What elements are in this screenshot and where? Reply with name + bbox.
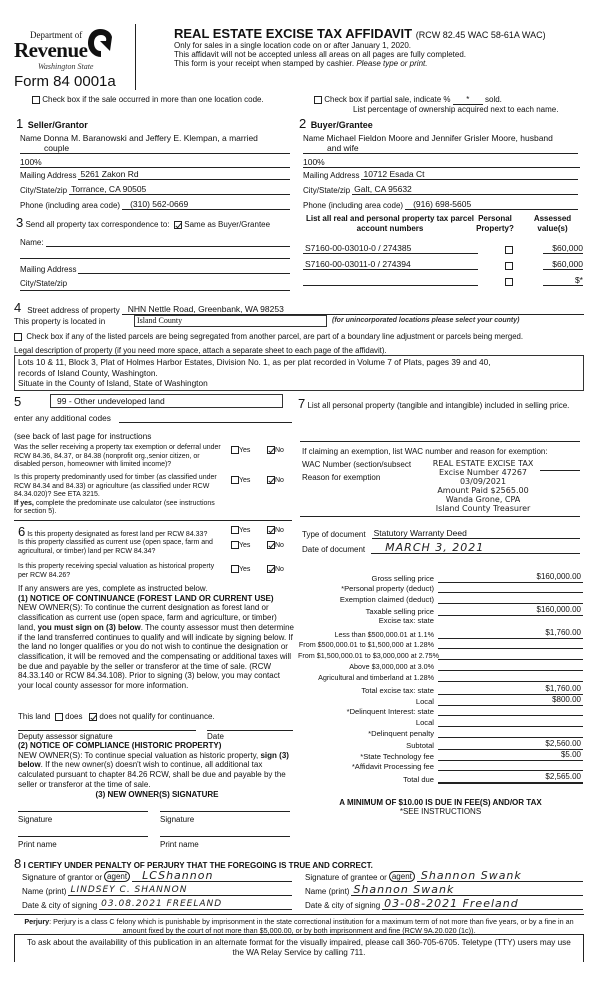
multi-location-label: Check box if the sale occurred in more than one location code. bbox=[42, 95, 264, 104]
fee-row bbox=[298, 750, 583, 761]
yes-checkbox[interactable] bbox=[231, 541, 239, 549]
no-label: No bbox=[275, 446, 284, 454]
form-number: Form 84 0001a bbox=[14, 73, 116, 90]
correspondence-label: Send all property tax correspondence to: bbox=[25, 220, 170, 229]
ownership-note: List percentage of ownership acquired next to each name. bbox=[353, 105, 559, 114]
parcel-col-header: List all real and personal property tax parcel account numbers bbox=[305, 214, 475, 233]
fee-value[interactable]: $800.00 bbox=[438, 695, 583, 706]
does-label: does bbox=[65, 712, 83, 721]
partial-sale-label: Check box if partial sale, indicate % bbox=[324, 95, 451, 104]
fee-row bbox=[298, 616, 583, 625]
print-name-label: Print name bbox=[160, 840, 199, 849]
grantee-signature-field[interactable]: Shannon Swank bbox=[417, 871, 583, 882]
total-due-value[interactable]: $2,565.00 bbox=[438, 772, 583, 784]
assessed-value-field[interactable]: $* bbox=[543, 275, 583, 286]
q6-1-label: Is this property designated as forest land per RCW 84.33? bbox=[27, 531, 208, 538]
washington-state-text: Washington State bbox=[38, 62, 94, 71]
fee-value[interactable] bbox=[438, 706, 583, 716]
name-print-label: Name (print) bbox=[305, 887, 350, 896]
fee-row bbox=[298, 695, 583, 706]
no-label: No bbox=[275, 526, 284, 534]
stamp-line: Wanda Grone, CPA bbox=[445, 495, 521, 504]
fee-label: *Delinquent Interest: state bbox=[346, 707, 434, 716]
seller-percent-field[interactable]: 100% bbox=[20, 157, 290, 168]
legal-description-field[interactable] bbox=[14, 355, 584, 391]
buyer-mailing-row bbox=[303, 169, 578, 180]
grantor-signature-field[interactable]: LCShannon bbox=[132, 871, 292, 882]
accessibility-notice: To ask about the availability of this publication in an alternate format for the visually impaired, please call 360-705-6705. Teletype (TTY) users may use the WA Relay Service by calling 711. bbox=[14, 934, 584, 962]
perjury-bold: Perjury bbox=[24, 917, 50, 926]
grantee-date-city-field[interactable]: 03-08-2021 Freeland bbox=[382, 899, 583, 910]
q6-3-no bbox=[267, 565, 284, 573]
q5-2-text bbox=[14, 474, 224, 517]
fee-value[interactable] bbox=[438, 728, 583, 738]
certify-text: I CERTIFY UNDER PENALTY OF PERJURY THAT THE FOREGOING IS TRUE AND CORRECT. bbox=[23, 861, 373, 870]
personal-property-field[interactable] bbox=[300, 441, 580, 442]
grantor-date-city-field[interactable]: 03.08.2021 FREELAND bbox=[99, 899, 292, 910]
fee-value[interactable] bbox=[438, 761, 583, 771]
county-select[interactable]: Island County bbox=[134, 315, 327, 327]
parcel-row bbox=[303, 270, 583, 286]
seller-heading-text: Seller/Grantor bbox=[27, 120, 88, 130]
corr-mailing-row bbox=[20, 264, 290, 274]
fee-label: Above $3,000,000 at 3.0% bbox=[349, 662, 434, 671]
seller-mailing-field[interactable]: 5261 Zakon Rd bbox=[78, 169, 290, 180]
perjury-text: : Perjury is a class C felony which is punishable by imprisonment in the state correctional institution for a maximum term of not more than five years, or by a fine in an amount fixed by the court of not more than $5,000.00, or by both imprisonment and fine (RCW 9A.20.020 (1c)). bbox=[49, 917, 574, 935]
buyer-name-line1: Michael Fieldon Moore and Jennifer Grisler Moore, husband bbox=[326, 133, 553, 143]
fee-row bbox=[298, 728, 583, 738]
doc-type-label: Type of document bbox=[302, 530, 366, 539]
yes-checkbox[interactable] bbox=[231, 446, 239, 454]
buyer-heading bbox=[299, 116, 373, 131]
receipt-text: This form is your receipt when stamped by cashier. bbox=[174, 59, 355, 68]
partial-sale-row bbox=[314, 95, 502, 105]
stamp-line: Island County Treasurer bbox=[435, 504, 531, 513]
parcel-number-field[interactable]: S7160-00-03011-0 / 274394 bbox=[303, 259, 478, 270]
yes-checkbox[interactable] bbox=[231, 476, 239, 484]
no-checkbox[interactable] bbox=[267, 526, 275, 534]
personal-property-checkbox[interactable] bbox=[505, 278, 513, 286]
mailing-label: Mailing Address bbox=[20, 171, 77, 180]
fee-label: Less than $500,000.01 at 1.1% bbox=[334, 630, 434, 639]
buyer-phone-field[interactable]: (916) 698-5605 bbox=[405, 199, 578, 210]
corr-name-field[interactable] bbox=[46, 237, 290, 247]
does-not-label: does not qualify for continuance. bbox=[99, 712, 215, 721]
header-line-2: This affidavit will not be accepted unless all areas on all pages are fully completed. bbox=[174, 50, 467, 59]
corr-city-field[interactable] bbox=[20, 290, 290, 291]
q6-2-yes bbox=[231, 541, 250, 549]
same-as-buyer-checkbox[interactable] bbox=[174, 221, 182, 229]
q6-2-text: Is this property classified as current use (open space, farm and agricultural, or timber) land per RCW 84.34? bbox=[18, 539, 213, 555]
q6-1-yes bbox=[231, 526, 250, 534]
fee-label: Local bbox=[415, 718, 434, 727]
seller-name-line2: couple bbox=[20, 143, 290, 154]
header-divider bbox=[135, 24, 136, 90]
multi-location-row bbox=[32, 95, 264, 104]
street-row bbox=[14, 300, 584, 315]
grantor-sig-label: Signature of grantor or bbox=[22, 873, 103, 882]
name-print-label: Name (print) bbox=[22, 887, 67, 896]
fee-value[interactable] bbox=[438, 661, 583, 671]
corr-name-row bbox=[20, 237, 290, 247]
fee-value[interactable]: $160,000.00 bbox=[438, 572, 583, 583]
owner-signature-1-field[interactable] bbox=[18, 811, 148, 812]
buyer-city-field[interactable]: Galt, CA 95632 bbox=[352, 184, 578, 195]
notice1-title: (1) NOTICE OF CONTINUANCE (FOREST LAND OR CURRENT USE) bbox=[18, 593, 274, 603]
fee-row bbox=[298, 650, 583, 660]
fee-label: Total due bbox=[403, 775, 434, 784]
name-label: Name: bbox=[20, 238, 44, 247]
deputy-date-field[interactable] bbox=[207, 730, 293, 731]
partial-sale-percent-field[interactable]: * bbox=[453, 95, 483, 105]
see-instructions: *SEE INSTRUCTIONS bbox=[399, 807, 482, 816]
seller-city-field[interactable]: Torrance, CA 90505 bbox=[69, 184, 290, 195]
grantee-name-row bbox=[305, 885, 583, 896]
parcel-row bbox=[303, 254, 583, 270]
buyer-mailing-field[interactable]: 10712 Esada Ct bbox=[361, 169, 578, 180]
city-label: City/State/zip bbox=[303, 186, 351, 195]
section-number: 4 bbox=[14, 300, 22, 315]
buyer-percent-field[interactable]: 100% bbox=[303, 157, 580, 168]
fee-value[interactable] bbox=[438, 672, 583, 682]
doc-date-row bbox=[302, 543, 580, 554]
form-title bbox=[174, 26, 546, 41]
parcel-row bbox=[303, 238, 583, 254]
wac-label: WAC Number (section/subsect bbox=[302, 460, 412, 469]
legal-line: records of Island County, Washington. bbox=[18, 367, 158, 378]
stamp-line: Excise Number 47267 bbox=[438, 468, 528, 477]
section-number: 1 bbox=[16, 116, 24, 131]
q6-1-text bbox=[18, 524, 230, 539]
if-yes-rest: complete the predominate use calculator (see instructions for section 5). bbox=[14, 499, 215, 515]
reason-field[interactable] bbox=[300, 516, 580, 517]
reason-label: Reason for exemption bbox=[302, 473, 381, 482]
fee-label: Subtotal bbox=[406, 741, 434, 750]
section-number: 7 bbox=[298, 396, 306, 411]
section-number: 8 bbox=[14, 856, 22, 871]
q5-2-yes bbox=[231, 476, 250, 484]
divider bbox=[14, 520, 292, 521]
buyer-phone-row bbox=[303, 199, 578, 210]
buyer-city-row bbox=[303, 184, 578, 195]
corr-mailing-field[interactable] bbox=[78, 264, 290, 274]
parcel-table bbox=[303, 238, 583, 286]
grantor-name-row bbox=[22, 885, 292, 896]
legal-line: Lots 10 & 11, Block 3, Plat of Holmes Harbor Estates, Division No. 1, as per plat recorded in Volume 7 of Plats, pages 39 and 40, bbox=[18, 357, 491, 367]
assessed-value-field[interactable]: $60,000 bbox=[543, 259, 583, 270]
fee-row bbox=[298, 717, 583, 727]
fee-row bbox=[298, 605, 583, 616]
does-checkbox[interactable] bbox=[55, 713, 63, 721]
if-yes-bold: If yes, bbox=[14, 499, 34, 507]
fee-value[interactable] bbox=[438, 594, 583, 604]
seller-phone-field[interactable]: (310) 562-0669 bbox=[122, 199, 290, 210]
grantee-sig-label: Signature of grantee or bbox=[305, 873, 387, 882]
dept-of-text: Department of bbox=[30, 30, 83, 40]
deputy-signature-field[interactable] bbox=[18, 730, 196, 731]
correspondence-row bbox=[16, 215, 270, 230]
fee-label: Gross selling price bbox=[371, 574, 434, 583]
q6-3-text: Is this property receiving special valuation as historical property per RCW 84.26? bbox=[18, 563, 215, 579]
fee-row bbox=[298, 739, 583, 750]
seller-city-row bbox=[20, 184, 290, 195]
section-number: 2 bbox=[299, 116, 307, 131]
fee-row bbox=[298, 684, 583, 695]
this-land-row bbox=[18, 712, 215, 721]
yes-checkbox[interactable] bbox=[231, 565, 239, 573]
fee-value[interactable]: $2,560.00 bbox=[438, 739, 583, 750]
partial-sale-checkbox[interactable] bbox=[314, 96, 322, 104]
type-print-text: Please type or print. bbox=[356, 59, 428, 68]
name-label: Name bbox=[303, 134, 325, 143]
fee-value[interactable] bbox=[438, 717, 583, 727]
fee-label: From $500,000.01 to $1,500,000 at 1.28% bbox=[298, 640, 434, 649]
buyer-heading-text: Buyer/Grantee bbox=[310, 120, 373, 130]
notice1-body bbox=[18, 603, 296, 690]
fee-label: Taxable selling price bbox=[365, 607, 434, 616]
yes-label: Yes bbox=[239, 541, 251, 549]
new-owner-sig-title: (3) NEW OWNER(S) SIGNATURE bbox=[95, 789, 219, 799]
sold-label: sold. bbox=[485, 95, 502, 104]
q5-2-no bbox=[267, 476, 284, 484]
additional-codes-field[interactable] bbox=[119, 413, 292, 423]
fee-row bbox=[298, 706, 583, 716]
grantee-sig-row bbox=[305, 871, 583, 882]
seller-mailing-row bbox=[20, 169, 290, 180]
parcel-number-field[interactable]: S7160-00-03010-0 / 274385 bbox=[303, 243, 478, 254]
signature-label: Signature bbox=[160, 815, 195, 824]
signature-label: Signature bbox=[18, 815, 53, 824]
legal-line: Situate in the County of Island, State of Washington bbox=[18, 378, 208, 388]
parcel-number-field[interactable] bbox=[303, 276, 478, 286]
fee-row bbox=[298, 661, 583, 671]
segregated-checkbox[interactable] bbox=[14, 333, 22, 341]
no-label: No bbox=[275, 476, 284, 484]
fee-label: *Personal property (deduct) bbox=[341, 584, 434, 593]
buyer-name-line2: and wife bbox=[303, 143, 578, 154]
fee-row bbox=[298, 639, 583, 649]
segregated-label: Check box if any of the listed parcels are being segregated from another parcel, are part of a boundary line adjustment or parcels being merged. bbox=[26, 332, 524, 341]
q6-2-no bbox=[267, 541, 284, 549]
no-checkbox[interactable] bbox=[267, 476, 275, 484]
fee-value[interactable]: $1,760.00 bbox=[438, 628, 583, 639]
fee-value[interactable] bbox=[438, 583, 583, 593]
fee-label: Agricultural and timberland at 1.28% bbox=[318, 673, 434, 682]
section-5-number: 5 bbox=[14, 394, 22, 409]
corr-name-line2[interactable] bbox=[20, 258, 290, 259]
located-label: This property is located in bbox=[14, 317, 106, 326]
assessed-col-header: Assessed value(s) bbox=[533, 214, 572, 233]
q5-1-yes bbox=[231, 446, 250, 454]
perjury-notice bbox=[14, 914, 584, 935]
name-label: Name bbox=[20, 134, 42, 143]
date-city-label: Date & city of signing bbox=[22, 901, 98, 910]
seller-phone-row bbox=[20, 199, 290, 210]
phone-label: Phone (including area code) bbox=[303, 201, 404, 210]
phone-label: Phone (including area code) bbox=[20, 201, 121, 210]
date-city-label: Date & city of signing bbox=[305, 901, 381, 910]
fee-row bbox=[298, 572, 583, 583]
street-address-field[interactable]: NHN Nettle Road, Greenbank, WA 98253 bbox=[122, 304, 584, 315]
no-checkbox[interactable] bbox=[267, 446, 275, 454]
stamp-line: REAL ESTATE EXCISE TAX bbox=[432, 459, 534, 468]
fee-value[interactable]: $5.00 bbox=[438, 750, 583, 761]
fee-label: *Delinquent penalty bbox=[368, 729, 434, 738]
fee-label: *Affidavit Processing fee bbox=[351, 762, 434, 771]
notice-continuance bbox=[18, 584, 296, 691]
fee-label: Total excise tax: state bbox=[361, 686, 434, 695]
yes-label: Yes bbox=[239, 526, 251, 534]
q5-1-no bbox=[267, 446, 284, 454]
no-label: No bbox=[275, 541, 284, 549]
notice2-bold: sign (3) below bbox=[18, 750, 289, 770]
exemption-label: If claiming an exemption, list WAC number and reason for exemption: bbox=[302, 447, 548, 456]
fee-value[interactable] bbox=[438, 650, 583, 660]
see-back-note: (see back of last page for instructions bbox=[14, 431, 152, 441]
section-number: 3 bbox=[16, 215, 24, 230]
fee-row bbox=[298, 628, 583, 639]
seller-heading bbox=[16, 116, 88, 131]
deputy-sig-label: Deputy assessor signature bbox=[18, 732, 113, 741]
fee-label: Excise tax: state bbox=[378, 616, 434, 625]
notice1-b: . The county assessor must then determine if the land transferred continues to qualify and will indicate by signing below. If the land no longer qualifies or you do not wish to continue the designation or classification, it will be removed and the compensating or additional taxes will be due and payable by the seller or transferor at the time of sale. (RCW 84.33.140 or RCW 84.34.108). Prior to signing (3) below, you may contact your local county assessor for more information. bbox=[18, 622, 294, 691]
notice2-a: NEW OWNER(S): To continue special valuation as historic property, bbox=[18, 750, 259, 760]
q5-2-main: Is this property predominantly used for timber (as classified under RCW 84.34 and 84.33) or agriculture (as classified under RCW 84.34.020)? See ETA 3215. bbox=[14, 474, 217, 498]
notice2-title: (2) NOTICE OF COMPLIANCE (HISTORIC PROPERTY) bbox=[18, 741, 222, 750]
fee-row bbox=[298, 583, 583, 593]
yes-label: Yes bbox=[239, 476, 251, 484]
q6-1-no bbox=[267, 526, 284, 534]
mailing-label: Mailing Address bbox=[20, 265, 77, 274]
doc-type-row bbox=[302, 528, 580, 539]
treasurer-stamp bbox=[418, 459, 548, 513]
q6-3-yes bbox=[231, 565, 250, 573]
notice1-a: NEW OWNER(S): To continue the current designation as forest land or classification as current use (open space, farm and agriculture, or timber) land, bbox=[18, 603, 277, 632]
print-name-label: Print name bbox=[18, 840, 57, 849]
notice-compliance bbox=[18, 741, 296, 799]
owner-print-2-field[interactable] bbox=[160, 836, 290, 837]
grantor-name-field[interactable]: LINDSEY C. SHANNON bbox=[68, 885, 292, 896]
fee-value[interactable]: $160,000.00 bbox=[438, 605, 583, 616]
notice2-body bbox=[18, 751, 296, 790]
grantee-date-row bbox=[305, 899, 583, 910]
revenue-logo-text: Revenue bbox=[14, 38, 88, 62]
grantor-sig-row bbox=[22, 871, 292, 882]
this-land-label: This land bbox=[18, 712, 51, 721]
section7-label: List all personal property (tangible and intangible) included in selling price. bbox=[307, 401, 570, 410]
fee-row bbox=[298, 672, 583, 682]
fee-label: *State Technology fee bbox=[360, 752, 434, 761]
stamp-line: 03/09/2021 bbox=[459, 477, 507, 486]
fee-label: From $1,500,000.01 to $3,000,000 at 2.75% bbox=[298, 651, 440, 660]
no-label: No bbox=[275, 565, 284, 573]
fee-label: Exemption claimed (deduct) bbox=[339, 595, 434, 604]
county-note: (for unincorporated locations please select your county) bbox=[332, 317, 520, 324]
multi-location-checkbox[interactable] bbox=[32, 96, 40, 104]
corr-city-label: City/State/zip bbox=[20, 279, 68, 288]
grantee-name-field[interactable]: Shannon Swank bbox=[351, 885, 583, 896]
no-checkbox[interactable] bbox=[267, 541, 275, 549]
notice1-bold: you must sign on (3) below bbox=[37, 622, 141, 632]
fee-row bbox=[298, 772, 583, 784]
owner-signature-2-field[interactable] bbox=[160, 811, 290, 812]
land-use-code-select[interactable]: 99 - Other undeveloped land bbox=[50, 394, 283, 408]
street-label: Street address of property bbox=[27, 306, 120, 315]
no-checkbox[interactable] bbox=[267, 565, 275, 573]
doc-type-field[interactable]: Statutory Warranty Deed bbox=[372, 528, 580, 539]
mailing-label: Mailing Address bbox=[303, 171, 360, 180]
city-label: City/State/zip bbox=[20, 186, 68, 195]
fee-value[interactable] bbox=[438, 639, 583, 649]
segregated-row bbox=[14, 332, 523, 341]
if-any-text: If any answers are yes, complete as instructed below. bbox=[18, 584, 208, 593]
personal-property-checkbox[interactable] bbox=[505, 262, 513, 270]
dor-logo-icon bbox=[86, 27, 114, 59]
additional-codes-row bbox=[14, 413, 292, 423]
legal-label: Legal description of property (if you need more space, attach a separate sheet to each page of the affidavit). bbox=[14, 346, 387, 355]
minimum-note: A MINIMUM OF $10.00 IS DUE IN FEE(S) AND/OR TAX bbox=[339, 798, 542, 807]
stamp-line: Amount Paid $2565.00 bbox=[437, 486, 529, 495]
grantor-date-row bbox=[22, 899, 292, 910]
fee-row bbox=[298, 594, 583, 604]
date-label: Date bbox=[207, 732, 224, 741]
agent-circled: agent bbox=[104, 871, 130, 882]
owner-print-1-field[interactable] bbox=[18, 836, 148, 837]
fee-label: Local bbox=[415, 697, 434, 706]
header-line-3 bbox=[174, 59, 427, 68]
same-as-buyer-label: Same as Buyer/Grantee bbox=[184, 220, 271, 229]
personal-col-header: Personal Property? bbox=[476, 214, 514, 233]
personal-property-label bbox=[298, 396, 583, 411]
fee-value[interactable]: $1,760.00 bbox=[438, 684, 583, 695]
yes-label: Yes bbox=[239, 446, 251, 454]
buyer-name-field[interactable] bbox=[303, 133, 578, 154]
header-line-1: Only for sales in a single location code on or after January 1, 2020. bbox=[174, 41, 412, 50]
title-text: REAL ESTATE EXCISE TAX AFFIDAVIT bbox=[174, 26, 413, 41]
personal-property-checkbox[interactable] bbox=[505, 246, 513, 254]
seller-name-line1: Donna M. Baranowski and Jeffery E. Klempan, a married bbox=[43, 133, 258, 143]
notice2-b: . If the new owner(s) doesn't wish to continue, all additional tax calculated pursuant to chapter 84.26 RCW, shall be due and payable by the seller or transferor at the time of sale. bbox=[18, 760, 286, 789]
fee-row bbox=[298, 761, 583, 771]
assessed-value-field[interactable]: $60,000 bbox=[543, 243, 583, 254]
yes-label: Yes bbox=[239, 565, 251, 573]
q5-1-text: Was the seller receiving a property tax exemption or deferral under RCW 84.36, 84.37, or 84.38 (nonprofit org.,senior citizen, or disabled person, homeowner with limited income)? bbox=[14, 444, 221, 468]
additional-codes-label: enter any additional codes bbox=[14, 413, 111, 423]
title-ref: (RCW 82.45 WAC 58-61A WAC) bbox=[415, 30, 546, 40]
does-not-checkbox[interactable] bbox=[89, 713, 97, 721]
yes-checkbox[interactable] bbox=[231, 526, 239, 534]
agent-circled: agent bbox=[389, 871, 415, 882]
doc-date-label: Date of document bbox=[302, 545, 366, 554]
seller-name-field[interactable] bbox=[20, 133, 290, 154]
section-number: 6 bbox=[18, 524, 26, 539]
doc-date-field[interactable]: MARCH 3, 2021 bbox=[371, 543, 580, 554]
